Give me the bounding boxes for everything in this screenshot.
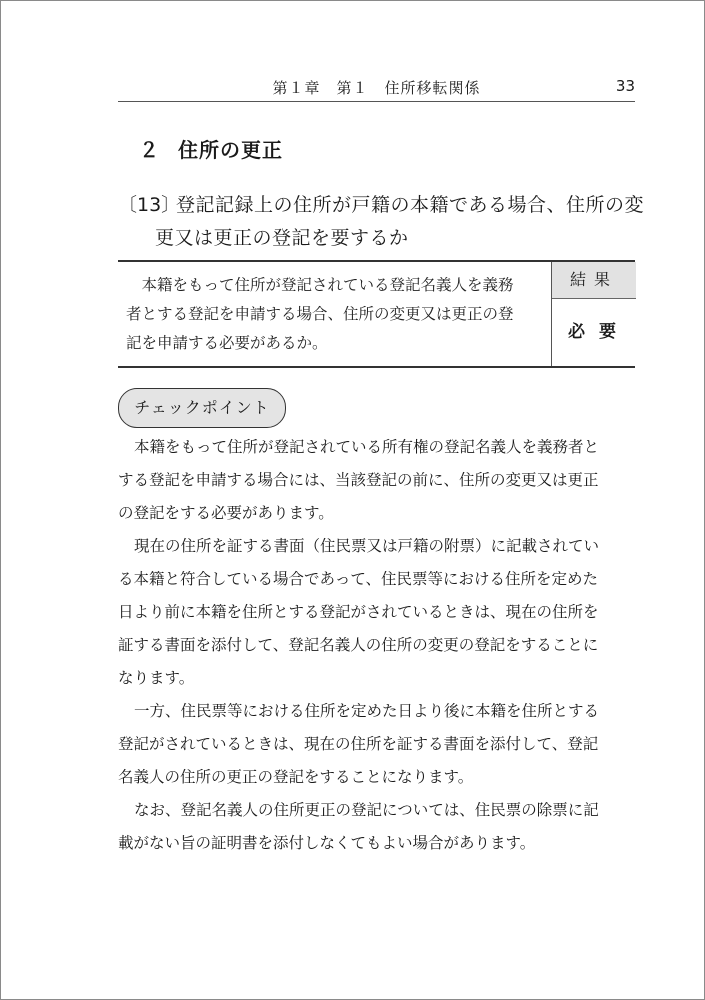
text-line: の登記をする必要があります。 bbox=[118, 504, 334, 522]
text-line: なります。 bbox=[118, 669, 195, 687]
text-line: 証する書面を添付して、登記名義人の住所の変更の登記をすることに bbox=[118, 636, 599, 654]
page-number: 33 bbox=[615, 77, 635, 95]
section-heading bbox=[139, 134, 283, 163]
summary-question-line: 記を申請する必要があるか。 bbox=[126, 334, 328, 352]
text-line: 本籍をもって住所が登記されている所有権の登記名義人を義務者と bbox=[134, 438, 600, 456]
text-line: 載がない旨の証明書を添付しなくてもよい場合があります。 bbox=[118, 834, 536, 852]
running-header bbox=[118, 75, 635, 102]
text-line: る本籍と符合している場合であって、住民票等における住所を定めた bbox=[118, 570, 599, 588]
text-line: する登記を申請する場合には、当該登記の前に、住所の変更又は更正 bbox=[118, 471, 599, 489]
text-line: 一方、住民票等における住所を定めた日より後に本籍を住所とする bbox=[134, 702, 600, 720]
text-line: 現在の住所を証する書面（住民票又は戸籍の附票）に記載されてい bbox=[134, 537, 600, 555]
summary-question bbox=[126, 271, 548, 358]
text-line: なお、登記名義人の住所更正の登記については、住民票の除票に記 bbox=[134, 801, 599, 819]
paragraph bbox=[118, 794, 638, 860]
summary-table bbox=[118, 260, 635, 368]
section-title: 住所の更正 bbox=[178, 138, 283, 162]
question-title-line: 登記記録上の住所が戸籍の本籍である場合、住所の変 bbox=[176, 194, 645, 216]
paragraph bbox=[118, 431, 638, 530]
body-text bbox=[118, 431, 638, 860]
result-column bbox=[551, 262, 636, 366]
summary-question-line: 本籍をもって住所が登記されている登記名義人を義務 bbox=[126, 276, 514, 294]
paragraph bbox=[118, 695, 638, 794]
question-title-line: 更又は更正の登記を要するか bbox=[155, 227, 409, 249]
result-value: 必要 bbox=[568, 322, 630, 342]
question-number: 〔13〕 bbox=[118, 194, 181, 216]
text-line: 名義人の住所の更正の登記をすることになります。 bbox=[118, 768, 474, 786]
summary-question-line: 者とする登記を申請する場合、住所の変更又は更正の登 bbox=[126, 305, 514, 323]
section-number: ２ bbox=[139, 138, 160, 162]
text-line: 登記がされているときは、現在の住所を証する書面を添付して、登記 bbox=[118, 735, 599, 753]
checkpoint-label: チェックポイント bbox=[118, 388, 286, 428]
chapter-title: 第１章 第１ 住所移転関係 bbox=[272, 79, 481, 97]
text-line: 日より前に本籍を住所とする登記がされているときは、現在の住所を bbox=[118, 603, 599, 621]
result-header: 結果 bbox=[552, 262, 636, 299]
paragraph bbox=[118, 530, 638, 695]
